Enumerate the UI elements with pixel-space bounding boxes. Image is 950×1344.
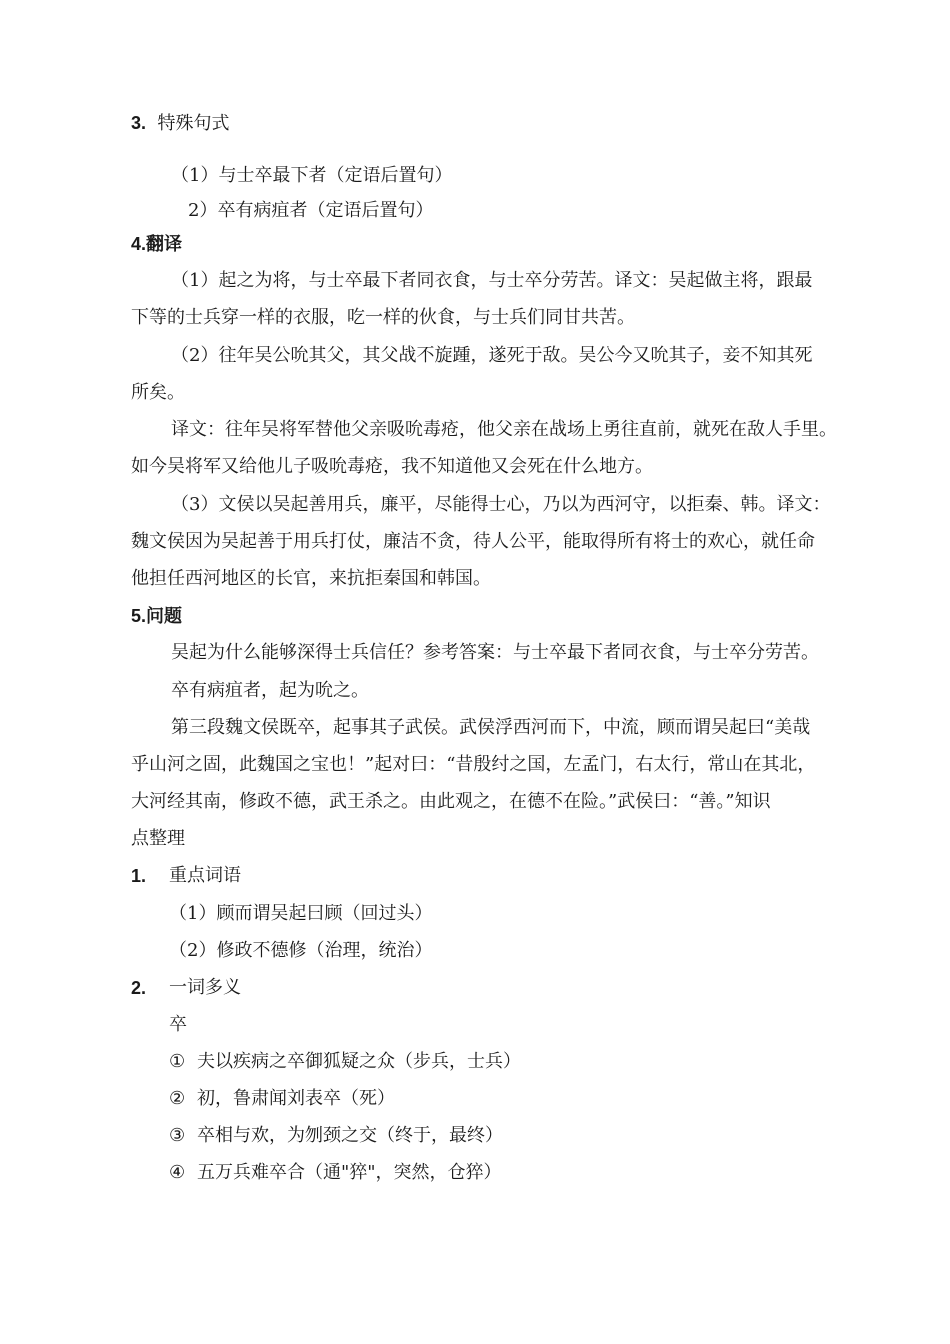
circled-number: ④ [169,1162,186,1183]
question-line: 卒有病疽者，起为吮之。 [171,680,369,701]
polysemy-text: 夫以疾病之卒御狐疑之众（步兵，士兵） [197,1051,521,1072]
list-1-heading [131,865,531,887]
section-5-heading-text: 5.问题 [131,606,183,626]
section-5-heading [131,605,182,628]
list-1-number: 1. [131,866,147,886]
section-3-item-1: （1）与士卒最下者（定语后置句） [171,165,453,186]
circled-number: ① [169,1051,186,1072]
question-line: 吴起为什么能够深得士兵信任？参考答案：与士卒最下者同衣食，与士卒分劳苦。 [171,642,819,663]
polysemy-text: 初，鲁肃闻刘表卒（死） [197,1088,395,1109]
polysemy-word: 卒 [169,1014,187,1035]
list-2-title: 一词多义 [169,977,241,998]
translation-line: （1）起之为将，与士卒最下者同衣食，与士卒分劳苦。译文：吴起做主将，跟最 [171,270,813,291]
list-2-number: 2. [131,978,147,998]
list-1-item: （1）顾而谓吴起曰顾（回过头） [169,903,433,924]
polysemy-text: 卒相与欢，为刎颈之交（终于，最终） [197,1125,503,1146]
translation-line: 如今吴将军又给他儿子吸吮毒疮，我不知道他又会死在什么地方。 [131,456,653,477]
translation-line: 魏文侯因为吴起善于用兵打仗，廉洁不贪，待人公平，能取得所有将士的欢心，就任命 [131,531,815,552]
section-3-number: 3. [131,113,147,133]
translation-line: 他担任西河地区的长官，来抗拒秦国和韩国。 [131,568,491,589]
translation-line: （2）往年吴公吮其父，其父战不旋踵，遂死于敌。吴公今又吮其子，妾不知其死 [171,345,813,366]
list-2-heading [131,977,531,999]
paragraph-line: 第三段魏文侯既卒，起事其子武侯。武侯浮西河而下，中流，顾而谓吴起曰“美哉 [171,717,811,738]
polysemy-item [169,1051,521,1073]
list-1-item: （2）修政不德修（治理，统治） [169,940,433,961]
translation-line: 所矣。 [131,382,185,403]
circled-number: ③ [169,1125,186,1146]
section-4-heading [131,233,182,256]
paragraph-line: 点整理 [131,828,185,849]
translation-line: 译文：往年吴将军替他父亲吸吮毒疮，他父亲在战场上勇往直前，就死在敌人手里。 [171,419,837,440]
paragraph-line: 乎山河之固，此魏国之宝也！”起对曰：“昔殷纣之国，左孟门，右太行，常山在其北， [131,754,816,775]
section-3-title: 特殊句式 [157,113,230,134]
section-3-heading [131,112,229,135]
polysemy-item [169,1088,395,1110]
list-1-title: 重点词语 [169,865,241,886]
polysemy-item [169,1125,503,1147]
polysemy-text: 五万兵难卒合（通"猝"，突然，仓猝） [197,1162,502,1183]
section-4-heading-text: 4.翻译 [131,234,183,254]
circled-number: ② [169,1088,186,1109]
translation-line: 下等的士兵穿一样的衣服，吃一样的伙食，与士兵们同甘共苦。 [131,307,635,328]
section-3-item-2: 2）卒有病疽者（定语后置句） [188,200,434,221]
paragraph-line: 大河经其南，修政不德，武王杀之。由此观之，在德不在险。”武侯曰：“善。”知识 [131,791,771,812]
translation-line: （3）文侯以吴起善用兵，廉平，尽能得士心，乃以为西河守，以拒秦、韩。译文： [171,494,831,515]
polysemy-item [169,1162,502,1184]
